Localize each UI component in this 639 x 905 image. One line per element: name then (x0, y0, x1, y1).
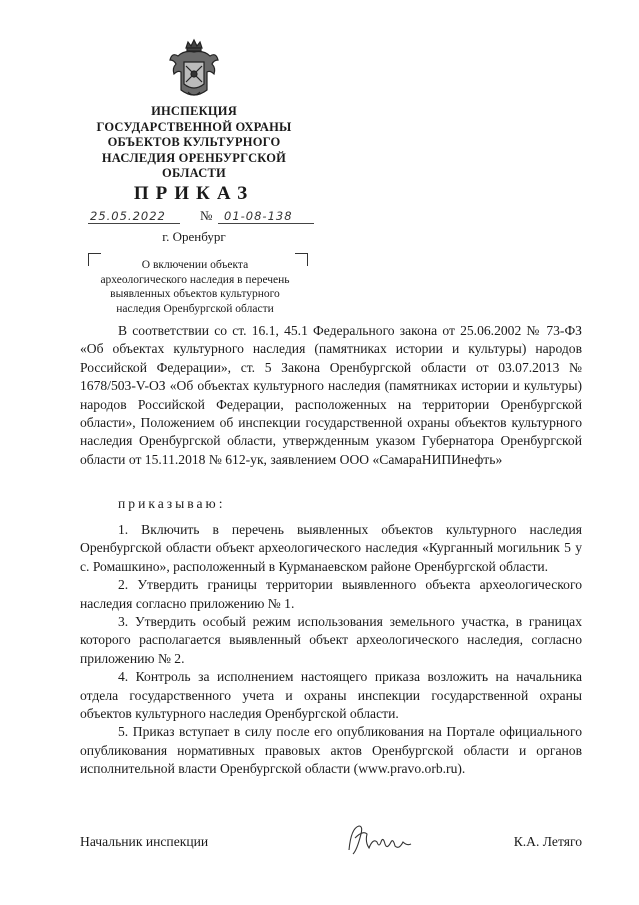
coat-of-arms-icon (168, 38, 220, 102)
number-sign: № (200, 208, 213, 223)
org-line: ГОСУДАРСТВЕННОЙ ОХРАНЫ (96, 119, 292, 134)
subject-line: наследия Оренбургской области (116, 302, 274, 315)
issuing-organization (72, 104, 316, 182)
order-item: 5. Приказ вступает в силу после его опубликования на Портале официального опубликования нормативных правовых актов Оренбургской области и органов исполнительной власти Оренбургской области (www.pravo.orb.ru). (80, 724, 582, 777)
order-word: приказываю: (118, 496, 226, 511)
document-type-title: ПРИКАЗ (133, 183, 255, 204)
handwritten-number: 01-08-138 (224, 209, 293, 223)
order-item: 2. Утвердить границы территории выявленного объекта археологического наследия согласно приложению № 1. (80, 577, 582, 611)
signer-name: К.А. Летяго (513, 834, 582, 849)
handwritten-signature (345, 820, 425, 860)
order-items (80, 521, 582, 779)
date-underline (88, 223, 180, 224)
subject-line: О включении объекта (141, 259, 249, 271)
order-item: 4. Контроль за исполнением настоящего приказа возложить на начальника отдела государственного учета и охраны инспекции государственной охраны объектов культурного наследия Оренбургской области. (80, 669, 582, 722)
preamble-text: В соответствии со ст. 16.1, 45.1 Федерального закона от 25.06.2002 № 73-ФЗ «Об объектах культурного наследия (памятниках истории и культуры) народов Российской Федерации», ст. 5 Закона Оренбургской области от 03.07.2013 № 1678/503-V-ОЗ «Об объектах культурного наследия (памятниках истории и культуры) народов Российской Федерации, расположенных на территории Оренбургской области», Положением об инспекции государственной охраны объектов культурного наследия Оренбургской области, утвержденным указом Губернатора Оренбургской области от 15.11.2018 № 612-ук, заявлением ООО «СамараНИПИнефть» (80, 323, 582, 467)
order-item: 1. Включить в перечень выявленных объектов культурного наследия Оренбургской области объект археологического наследия «Курганный могильник 5 у с. Ромашкино», расположенный в Курманаевском районе Оренбургской области. (80, 522, 582, 574)
order-item: 3. Утвердить особый режим использования земельного участка, в границах которого располагается выявленный объект археологического наследия, согласно приложению № 2. (80, 614, 582, 666)
signer-title: Начальник инспекции (80, 834, 209, 849)
subject-line: выявленных объектов культурного (110, 288, 280, 300)
number-underline (218, 223, 314, 224)
order-subject (82, 258, 308, 316)
org-line: ОБЛАСТИ (162, 166, 226, 180)
city: г. Оренбург (162, 229, 226, 244)
org-line: ИНСПЕКЦИЯ (151, 104, 237, 118)
signature-block (80, 828, 582, 868)
handwritten-date: 25.05.2022 (90, 209, 166, 223)
subject-line: археологического наследия в перечень (100, 273, 290, 286)
org-line: ОБЪЕКТОВ КУЛЬТУРНОГО (107, 135, 281, 149)
org-line: НАСЛЕДИЯ ОРЕНБУРГСКОЙ (101, 150, 287, 165)
date-number-line (88, 207, 318, 227)
preamble (80, 322, 582, 469)
